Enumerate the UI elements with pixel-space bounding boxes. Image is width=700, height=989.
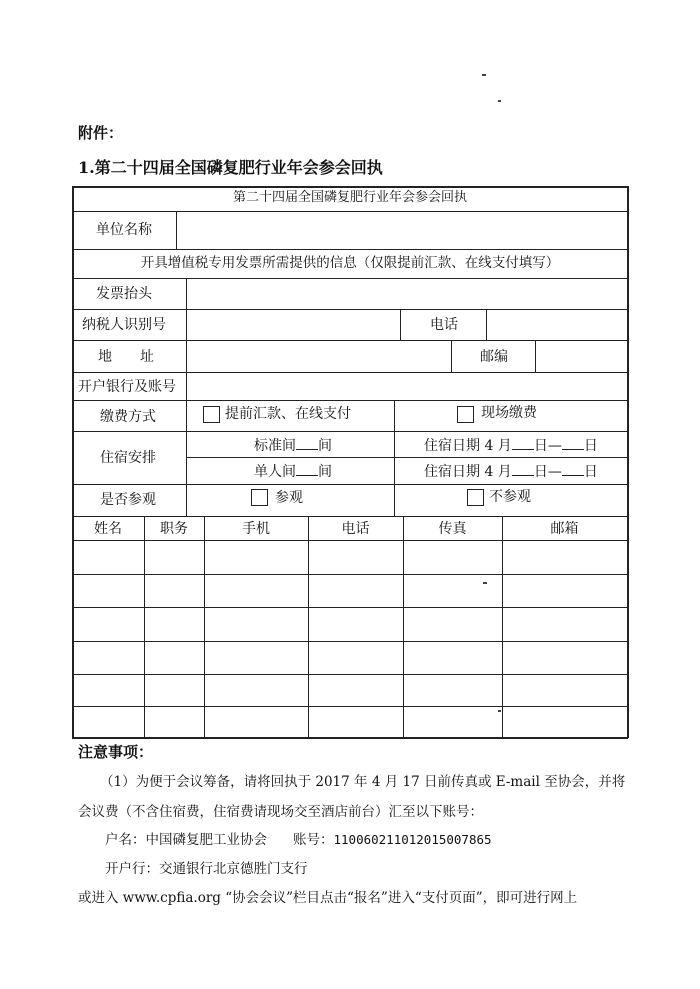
no-visit-option: 不参观 [489,489,531,505]
taxpayer-id-field[interactable] [188,311,398,338]
standard-room-date-line [424,437,598,454]
payment-method-label: 缴费方式 [100,409,156,425]
attachment-heading: 附件： [78,124,124,142]
notes-line-1: （1）为便于会议筹备，请将回执于 2017 年 4 月 17 日前传真或 E-mail 至协会，并将 [100,774,626,790]
onsite-payment-option: 现场缴费 [481,405,537,421]
stay-date-prefix: 住宿日期 4 月 [424,464,512,480]
unit-name-field[interactable] [178,213,625,247]
room-unit: 间 [318,438,332,454]
scan-speck [498,100,501,102]
invoice-section-header: 开具增值税专用发票所需提供的信息（仅限提前汇款、在线支付填写） [140,255,560,271]
account-no-label: 账号： [293,832,334,848]
attendee-row[interactable] [74,676,626,705]
attendee-row[interactable] [74,576,626,606]
single-room-date-line [424,463,598,480]
single-checkout-day-field[interactable] [562,463,584,476]
attendee-row[interactable] [74,542,626,573]
lodging-label: 住宿安排 [100,450,156,466]
standard-checkin-day-field[interactable] [512,437,534,450]
date-dash: — [547,438,562,454]
room-unit: 间 [318,464,332,480]
account-line [105,832,492,848]
day-unit: 日 [583,464,598,480]
standard-room-line [254,437,332,454]
site-visit-label: 是否参观 [100,492,156,508]
scan-speck [482,74,486,76]
standard-room-prefix: 标准间 [254,438,296,454]
notes-heading: 注意事项： [78,743,154,761]
bank-account-field[interactable] [188,374,625,398]
unit-name-label: 单位名称 [96,222,152,238]
account-name: 户名：中国磷复肥工业协会 [105,832,267,848]
bank-account-label: 开户银行及账号 [78,379,176,395]
bank-branch: 开户行：交通银行北京德胜门支行 [105,861,308,877]
attendee-row[interactable] [74,708,626,736]
day-unit: 日 [533,464,548,480]
day-unit: 日 [533,438,548,454]
standard-room-count-field[interactable] [296,437,318,450]
attendee-header-position: 职务 [160,521,188,537]
single-room-line [254,463,332,480]
single-room-count-field[interactable] [296,463,318,476]
form-title: 1.第二十四届全国磷复肥行业年会参会回执 [78,158,383,177]
notes-online-payment: 或进入 www.cpfia.org “协会会议”栏目点击“报名”进入“支付页面”，即可进行网上 [78,890,578,906]
address-field[interactable] [188,342,449,370]
visit-option: 参观 [275,490,303,506]
attendee-header-mobile: 手机 [242,521,270,537]
no-visit-checkbox[interactable] [467,489,484,506]
visit-checkbox[interactable] [251,489,268,506]
attendee-row[interactable] [74,609,626,640]
onsite-payment-checkbox[interactable] [457,406,474,423]
attendee-row[interactable] [74,643,626,673]
phone-field[interactable] [488,311,625,338]
phone-label: 电话 [430,317,458,333]
stay-date-prefix: 住宿日期 4 月 [424,438,512,454]
invoice-title-field[interactable] [188,280,625,307]
standard-checkout-day-field[interactable] [562,437,584,450]
single-checkin-day-field[interactable] [512,463,534,476]
postcode-field[interactable] [537,342,625,370]
taxpayer-id-label: 纳税人识别号 [82,317,166,333]
attendee-header-phone: 电话 [341,521,370,537]
attendee-header-email: 邮箱 [550,521,579,537]
postcode-label: 邮编 [480,349,508,365]
prepay-online-option: 提前汇款、在线支付 [225,406,351,422]
notes-line-2: 会议费（不含住宿费，住宿费请现场交至酒店前台）汇至以下账号： [78,804,483,820]
address-label: 地 址 [98,349,154,365]
invoice-title-label: 发票抬头 [96,286,152,302]
table-caption: 第二十四届全国磷复肥行业年会参会回执 [232,190,467,205]
day-unit: 日 [583,438,598,454]
date-dash: — [547,464,562,480]
prepay-online-checkbox[interactable] [203,406,220,423]
single-room-prefix: 单人间 [254,464,296,480]
attendee-header-name: 姓名 [94,521,122,537]
account-number: 110060211012015007865 [333,832,492,847]
attendee-header-fax: 传真 [438,521,467,537]
